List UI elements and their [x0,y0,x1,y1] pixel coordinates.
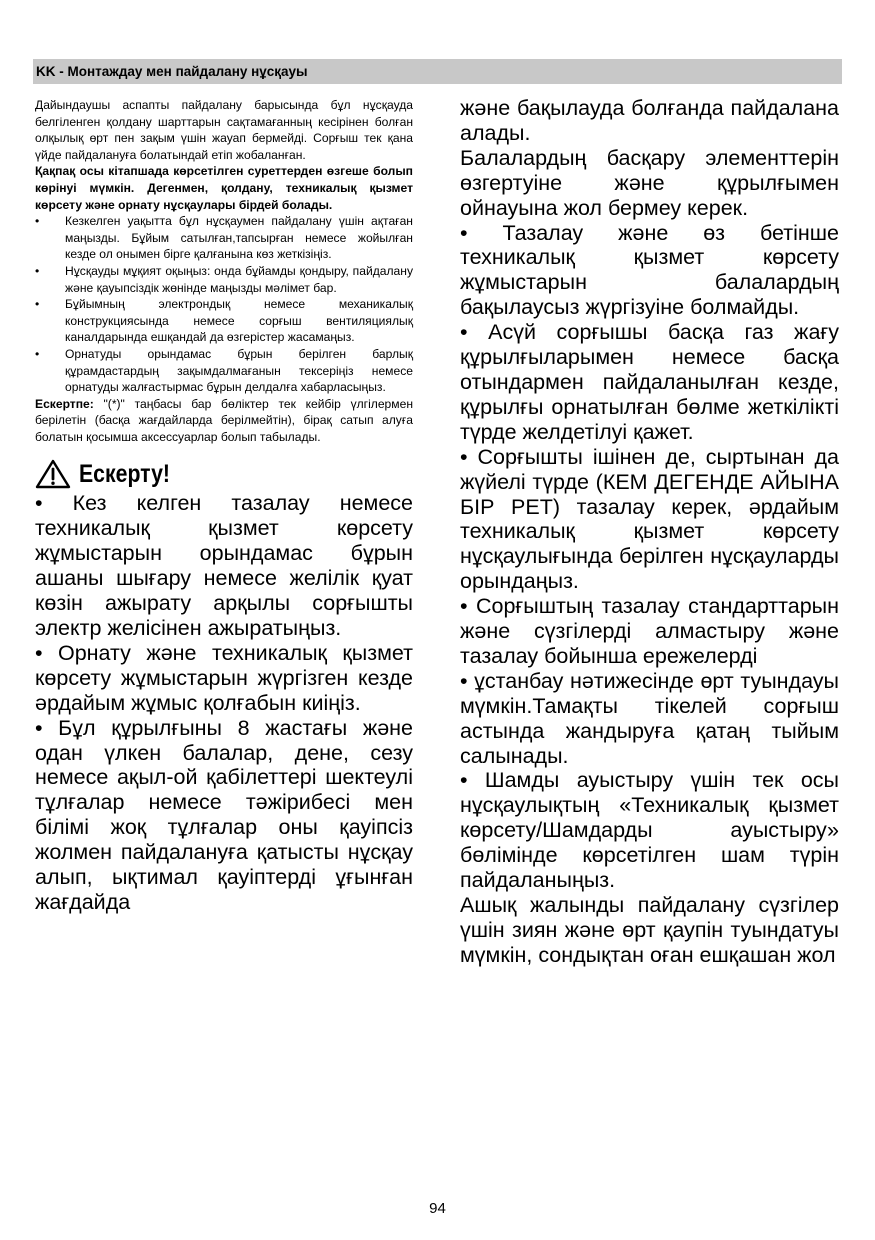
list-item [35,296,413,346]
bullet-icon: • [35,297,40,312]
intro-text: Дайындаушы аспапты пайдалану барысында бұл нұсқауда белгіленген қолдану шарттарын сақтамағанның кесірінен болған олқылық өрт пен зақым үшін жауап бермейді. Сорғыш тек қана үйде пайдалануға болатындай етіп жобаланған. [35,98,413,162]
bullet-icon: • [35,346,40,361]
warning-paragraph: • Кез келген тазалау немесе техникалық қызмет көрсету жұмыстарын орындамас бұрын ашаны шығару немесе желілік қуат көзін ажырату арқылы сорғышты электр желісінен ажыратыңыз. [35,491,413,640]
list-item-text: Орнатуды орындамас бұрын берілген барлық құрамдастардың зақымдалмағанын тексеріңіз немесе орнатуды жалғастырмас бұрын делдалға хабарласыңыз. [65,346,413,395]
note-text: "(*)" таңбасы бар бөліктер тек кейбір үлгілермен берілетін (басқа жағдайларда берілмейтін), бірақ сатып алуға болатын қосымша аксессуарлар болып табылады. [35,396,413,444]
warning-title: Ескерту! [79,459,170,488]
section-header-title: KK - Монтаждау мен пайдалану нұсқауы [36,64,308,79]
right-paragraph: • Асүй сорғышы басқа газ жағу құрылғыларымен немесе басқа отындармен пайдаланылған кезде, құрылғы орнатылған бөлме жеткілікті түрде желдетілуі қажет. [460,320,839,444]
right-paragraph: • Сорғыштың тазалау стандарттарын және сүзгілерді алмастыру және тазалау бойынша ережелерді [460,594,839,668]
list-item-text: Нұсқауды мұқият оқыңыз: онда бұйамды қондыру, пайдалану және қауыпсіздік жөнінде маңызды мәлімет бар. [65,263,413,295]
left-column [35,97,413,915]
note-label: Ескертпе: [35,396,94,411]
list-item [35,263,413,296]
right-paragraph: Балалардың басқару элементтерін өзгертуіне және құрылғымен ойнауына жол бермеу керек. [460,145,839,220]
section-header [33,59,842,84]
bullet-icon: • [35,214,40,229]
safety-bullet-list [35,213,413,396]
page-number: 94 [429,1200,446,1217]
list-item [35,213,413,263]
list-item [35,346,413,396]
right-column [460,96,839,968]
right-paragraph: • Шамды ауыстыру үшін тек осы нұсқаулықтың «Техникалық қызмет көрсету/Шамдарды ауыстыру» бөлімінде көрсетілген шам түрін пайдаланыңыз. [460,768,839,893]
list-item-text: Кезкелген уақытта бұл нұсқаумен пайдалану үшін ақтаған маңызды. Бұйым сатылған,тапсырған немесе жойылған кезде ол онымен бірге қалғанына көз жеткізіңіз. [65,214,413,262]
right-paragraph: Ашық жалынды пайдалану сүзгілер үшін зиян және өрт қаупін туындатуы мүмкін, сондықтан оған ешқашан жол [460,893,839,967]
warning-paragraph: • Орнату және техникалық қызмет көрсету жұмыстарын жүргізген кезде әрдайым жұмыс қолғабын киіңіз. [35,640,413,715]
list-item-text: Бұйымның электрондық немесе механикалық конструкциясында немесе сорғыш вентиляциялық каналдарында ешқандай да өзгерістер жасамаңыз. [65,297,413,345]
intro-paragraph [35,97,413,213]
bold-note: Қақпақ осы кітапшада көрсетілген суреттерден өзгеше болып көрінуі мүмкін. Дегенмен, қолдану, техникалық қызмет көрсету және орнату нұсқаулары бірдей болады. [35,164,413,212]
right-paragraph: • Тазалау және өз бетінше техникалық қызмет көрсету жұмыстарын балалардың бақылаусыз жүргізуіне болмайды. [460,220,839,320]
warning-triangle-icon [35,459,71,489]
right-paragraph: және бақылауда болғанда пайдалана алады. [460,96,839,145]
warning-paragraph: • Бұл құрылғыны 8 жастағы және одан үлкен балалар, дене, сезу немесе ақыл-ой қабілеттері шектеулі тұлғалар немесе тәжірибесі мен білімі жоқ тұлғалар оны қауіпсіз жолмен пайдалануға қатысты нұсқау алып, ықтимал қауіптерді ұғынған жағдайда [35,715,413,914]
right-paragraph: • ұстанбау нәтижесінде өрт туындауы мүмкін.Тамақты тікелей сорғыш астында жандыруға қатаң тыйым салынады. [460,668,839,768]
warning-heading [35,459,413,489]
right-paragraph: • Сорғышты ішінен де, сыртынан да жүйелі түрде (КЕМ ДЕГЕНДЕ АЙЫНА БІР РЕТ) тазалау керек, әрдайым техникалық қызмет көрсету нұсқаулығында берілген нұсқауларды орындаңыз. [460,444,839,594]
warning-text [35,491,413,914]
bullet-icon: • [35,263,40,278]
note-paragraph [35,396,413,446]
